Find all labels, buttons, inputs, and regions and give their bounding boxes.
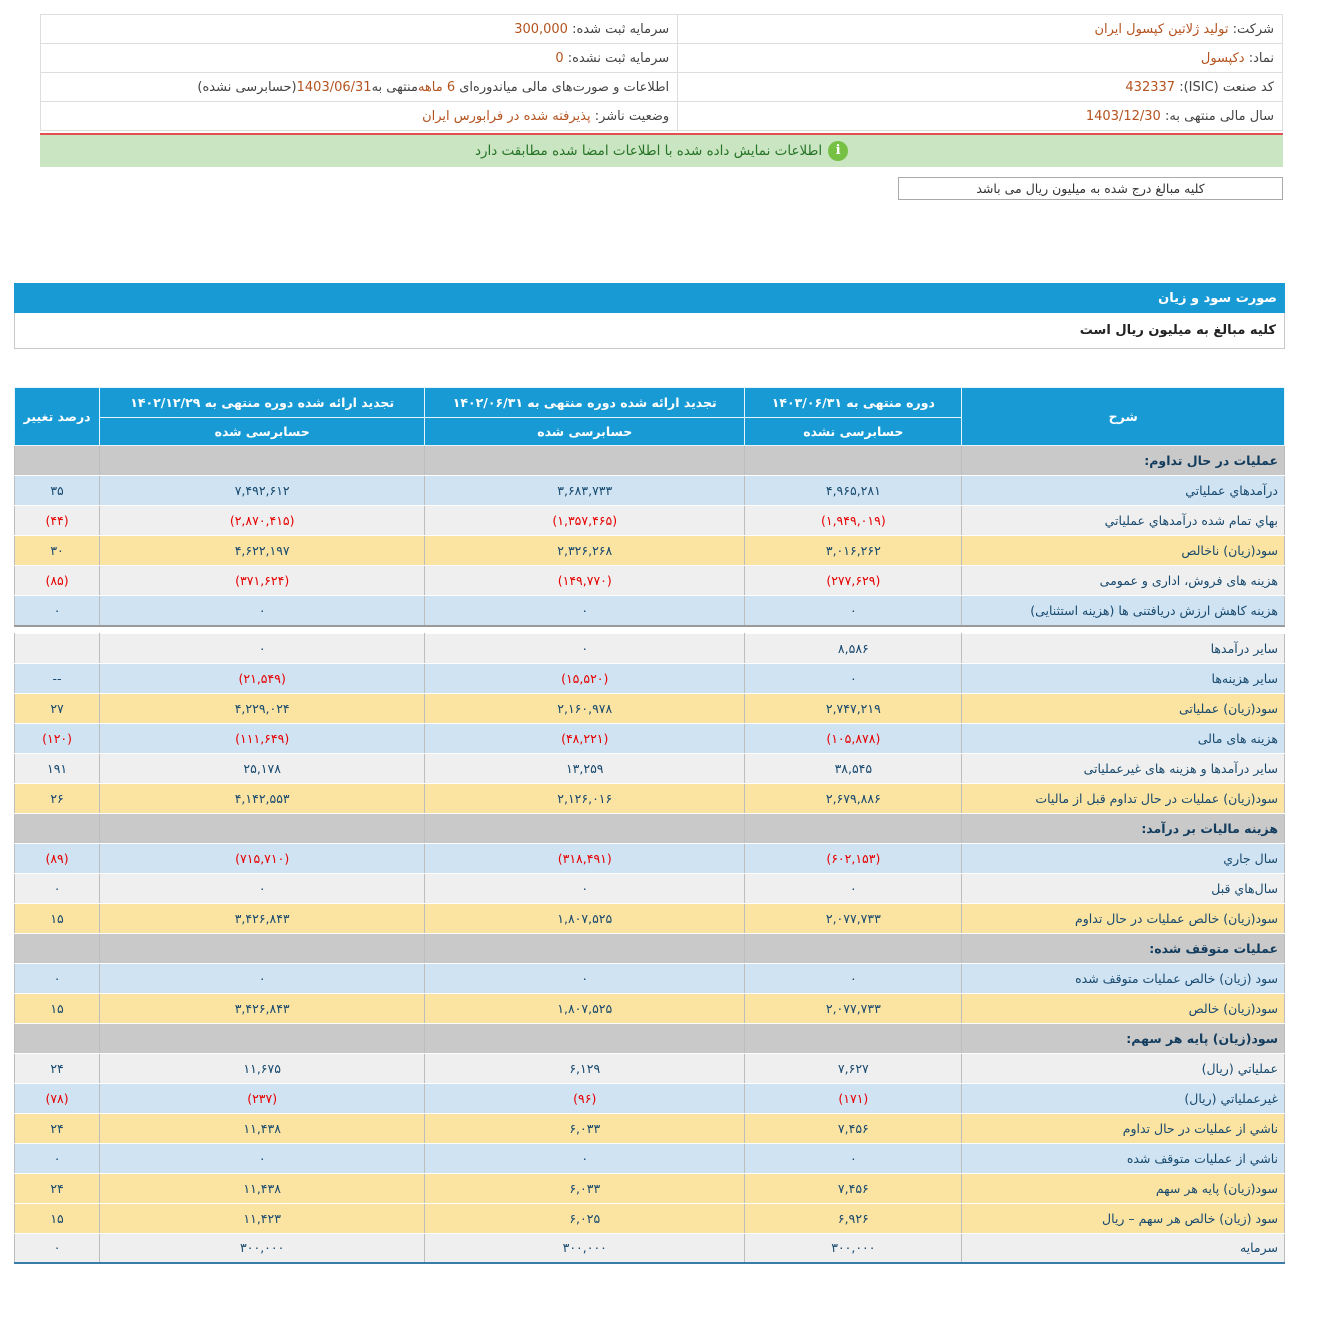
table-row <box>15 1233 1285 1263</box>
value-cell-current: ۷,۶۲۷ <box>745 1053 962 1083</box>
value-cell-restated-mid: ۲,۳۲۶,۲۶۸ <box>425 536 745 566</box>
issuer-status-label: وضعیت ناشر: <box>594 108 670 124</box>
value-cell-current: (۱۷۱) <box>745 1083 962 1113</box>
empty-cell <box>745 446 962 476</box>
empty-cell <box>100 933 425 963</box>
row-label: سود(زيان) عملیات در حال تداوم قبل از مالیات <box>962 783 1285 813</box>
registered-capital-label: سرمایه ثبت شده: <box>572 21 670 37</box>
empty-cell <box>15 446 100 476</box>
section-label: عملیات در حال تداوم: <box>962 446 1285 476</box>
value-cell-percent: ۱۹۱ <box>15 753 100 783</box>
signature-match-banner <box>40 133 1283 167</box>
fiscal-year-cell <box>678 102 1283 131</box>
value-cell-percent: (۷۸) <box>15 1083 100 1113</box>
value-cell-current: ۷,۴۵۶ <box>745 1173 962 1203</box>
statement-section <box>14 283 1285 349</box>
row-label: سود (زيان) خالص هر سهم – ريال <box>962 1203 1285 1233</box>
value-cell-current: ۰ <box>745 663 962 693</box>
info-row <box>41 44 1283 73</box>
report-title-cell <box>41 73 678 102</box>
value-cell-current: ۳۰۰,۰۰۰ <box>745 1233 962 1263</box>
value-cell-current: ۰ <box>745 1143 962 1173</box>
value-cell-restated-year: ۳۰۰,۰۰۰ <box>100 1233 425 1263</box>
value-cell-restated-mid: (۳۱۸,۴۹۱) <box>425 843 745 873</box>
empty-cell <box>425 1023 745 1053</box>
value-cell-restated-mid: ۰ <box>425 596 745 626</box>
value-cell-restated-year: ۴,۱۴۲,۵۵۳ <box>100 783 425 813</box>
row-label: هزینه های مالی <box>962 723 1285 753</box>
value-cell-current: ۲,۰۷۷,۷۳۳ <box>745 993 962 1023</box>
row-label: ناشي از عملیات متوقف شده <box>962 1143 1285 1173</box>
table-row <box>15 476 1285 506</box>
table-row <box>15 1083 1285 1113</box>
value-cell-restated-mid: (۱۵,۵۲۰) <box>425 663 745 693</box>
value-cell-restated-year: ۰ <box>100 596 425 626</box>
registered-capital-cell <box>41 15 678 44</box>
value-cell-current: (۲۷۷,۶۲۹) <box>745 566 962 596</box>
unit-note-box: کلیه مبالغ درج شده به میلیون ریال می باشد <box>898 177 1283 200</box>
empty-cell <box>745 1023 962 1053</box>
value-cell-restated-year: ۱۱,۶۷۵ <box>100 1053 425 1083</box>
value-cell-percent: ۳۵ <box>15 476 100 506</box>
value-cell-current: ۲,۷۴۷,۲۱۹ <box>745 693 962 723</box>
header-period-restated-year: تجدید ارائه شده دوره منتهی به ۱۴۰۲/۱۲/۲۹ <box>100 388 425 418</box>
value-cell-restated-year: ۱۱,۴۲۳ <box>100 1203 425 1233</box>
value-cell-restated-mid: ۶,۱۲۹ <box>425 1053 745 1083</box>
value-cell-current: ۷,۴۵۶ <box>745 1113 962 1143</box>
row-label: ناشي از عملیات در حال تداوم <box>962 1113 1285 1143</box>
table-row <box>15 1113 1285 1143</box>
report-title-part2: ‌منتهی به <box>371 79 418 95</box>
header-audit-restated-year: حسابرسی شده <box>100 418 425 446</box>
value-cell-percent: ۲۴ <box>15 1173 100 1203</box>
row-label: سایر درآمدها <box>962 633 1285 663</box>
value-cell-restated-year: ۱۱,۴۳۸ <box>100 1173 425 1203</box>
table-row <box>15 663 1285 693</box>
value-cell-restated-mid: ۰ <box>425 963 745 993</box>
header-period-current: دوره منتهی به ۱۴۰۳/۰۶/۳۱ <box>745 388 962 418</box>
section-row <box>15 1023 1285 1053</box>
section-label: عملیات متوقف شده: <box>962 933 1285 963</box>
table-row <box>15 536 1285 566</box>
value-cell-current: ۰ <box>745 963 962 993</box>
table-row <box>15 903 1285 933</box>
report-period-length: 6 ماهه <box>417 79 456 95</box>
row-label: هزینه های فروش، اداری و عمومی <box>962 566 1285 596</box>
empty-cell <box>745 933 962 963</box>
fiscal-year-label: سال مالی منتهی به: <box>1164 108 1274 124</box>
row-label: سایر هزینه‌ها <box>962 663 1285 693</box>
value-cell-restated-mid: ۰ <box>425 873 745 903</box>
value-cell-current: ۰ <box>745 596 962 626</box>
value-cell-restated-year: (۳۷۱,۶۲۴) <box>100 566 425 596</box>
table-row <box>15 753 1285 783</box>
empty-cell <box>425 813 745 843</box>
row-label: سال‌هاي قبل <box>962 873 1285 903</box>
empty-cell <box>15 813 100 843</box>
value-cell-restated-year: ۰ <box>100 1143 425 1173</box>
table-row <box>15 633 1285 663</box>
section-label: سود(زيان) پایه هر سهم: <box>962 1023 1285 1053</box>
table-row <box>15 723 1285 753</box>
value-cell-current: ۴,۹۶۵,۲۸۱ <box>745 476 962 506</box>
table-row <box>15 1143 1285 1173</box>
value-cell-restated-mid: ۳۰۰,۰۰۰ <box>425 1233 745 1263</box>
isic-value: 432337 <box>1125 79 1176 95</box>
header-audit-restated-mid: حسابرسی شده <box>425 418 745 446</box>
row-label: هزینه کاهش ارزش دریافتنی ها (هزینه استثنایی) <box>962 596 1285 626</box>
value-cell-percent: -- <box>15 663 100 693</box>
company-info-table <box>40 14 1283 131</box>
company-info-section <box>40 14 1283 131</box>
value-cell-restated-year: ۱۱,۴۳۸ <box>100 1113 425 1143</box>
row-label: سال جاري <box>962 843 1285 873</box>
value-cell-restated-year: (۲۳۷) <box>100 1083 425 1113</box>
value-cell-percent: ۰ <box>15 963 100 993</box>
table-header-row <box>15 388 1285 418</box>
row-label: سود(زيان) عملیاتی <box>962 693 1285 723</box>
empty-cell <box>15 933 100 963</box>
table-row <box>15 596 1285 626</box>
row-label: سرمایه <box>962 1233 1285 1263</box>
unregistered-capital-cell <box>41 44 678 73</box>
income-table-1 <box>14 387 1285 627</box>
table-row <box>15 693 1285 723</box>
value-cell-restated-year: ۰ <box>100 633 425 663</box>
value-cell-percent: (۸۹) <box>15 843 100 873</box>
value-cell-restated-mid: ۲,۱۶۰,۹۷۸ <box>425 693 745 723</box>
info-icon: i <box>828 141 848 161</box>
value-cell-current: ۳۸,۵۴۵ <box>745 753 962 783</box>
value-cell-percent: (۸۵) <box>15 566 100 596</box>
symbol-cell <box>678 44 1283 73</box>
section-row <box>15 446 1285 476</box>
empty-cell <box>100 1023 425 1053</box>
isic-cell <box>678 73 1283 102</box>
section-label: هزینه مالیات بر درآمد: <box>962 813 1285 843</box>
table-row <box>15 1203 1285 1233</box>
table-row <box>15 1053 1285 1083</box>
value-cell-percent <box>15 633 100 663</box>
value-cell-percent: ۰ <box>15 873 100 903</box>
value-cell-restated-mid: ۶,۰۲۵ <box>425 1203 745 1233</box>
value-cell-restated-year: (۱۱۱,۶۴۹) <box>100 723 425 753</box>
value-cell-restated-mid: ۲,۱۲۶,۰۱۶ <box>425 783 745 813</box>
signature-match-text: اطلاعات نمایش داده شده با اطلاعات امضا شده مطابقت دارد <box>474 143 823 159</box>
symbol-label: نماد: <box>1248 50 1274 66</box>
value-cell-current: (۱,۹۴۹,۰۱۹) <box>745 506 962 536</box>
header-audit-current: حسابرسی نشده <box>745 418 962 446</box>
company-value: تولید ژلاتین کپسول ایران <box>1094 21 1229 37</box>
table-row <box>15 506 1285 536</box>
table-row <box>15 993 1285 1023</box>
value-cell-percent: ۱۵ <box>15 1203 100 1233</box>
row-label: غيرعملياتي (ريال) <box>962 1083 1285 1113</box>
value-cell-current: (۶۰۲,۱۵۳) <box>745 843 962 873</box>
empty-cell <box>425 933 745 963</box>
report-period-end: 1403/06/31 <box>296 79 372 95</box>
registered-capital-value: 300,000 <box>514 21 568 37</box>
value-cell-restated-mid: ۳,۶۸۳,۷۳۳ <box>425 476 745 506</box>
value-cell-restated-year: (۷۱۵,۷۱۰) <box>100 843 425 873</box>
company-label: شرکت: <box>1232 21 1274 37</box>
row-label: درآمدهاي عملياتي <box>962 476 1285 506</box>
row-label: سایر درآمدها و هزینه های غیرعملیاتی <box>962 753 1285 783</box>
value-cell-restated-mid: ۱۳,۲۵۹ <box>425 753 745 783</box>
value-cell-percent: ۲۴ <box>15 1053 100 1083</box>
value-cell-current: ۲,۶۷۹,۸۸۶ <box>745 783 962 813</box>
value-cell-current: ۶,۹۲۶ <box>745 1203 962 1233</box>
value-cell-current: ۰ <box>745 873 962 903</box>
info-row <box>41 15 1283 44</box>
empty-cell <box>745 813 962 843</box>
empty-cell <box>100 446 425 476</box>
section-row <box>15 813 1285 843</box>
empty-cell <box>15 1023 100 1053</box>
company-cell <box>678 15 1283 44</box>
unregistered-capital-label: سرمایه ثبت نشده: <box>567 50 670 66</box>
table-row <box>15 843 1285 873</box>
value-cell-restated-mid: (۱,۳۵۷,۴۶۵) <box>425 506 745 536</box>
table-row <box>15 783 1285 813</box>
value-cell-current: ۲,۰۷۷,۷۳۳ <box>745 903 962 933</box>
value-cell-percent: ۲۴ <box>15 1113 100 1143</box>
income-table-2 <box>14 633 1285 1265</box>
value-cell-percent: ۰ <box>15 1233 100 1263</box>
value-cell-restated-year: ۷,۴۹۲,۶۱۲ <box>100 476 425 506</box>
value-cell-percent: ۲۷ <box>15 693 100 723</box>
value-cell-restated-mid: ۱,۸۰۷,۵۲۵ <box>425 903 745 933</box>
table-row <box>15 873 1285 903</box>
empty-cell <box>425 446 745 476</box>
value-cell-restated-mid: (۹۶) <box>425 1083 745 1113</box>
symbol-value: دکپسول <box>1200 50 1245 66</box>
income-table-1-body <box>15 446 1285 626</box>
table-row <box>15 1173 1285 1203</box>
table-row <box>15 963 1285 993</box>
header-period-restated-mid: تجدید ارائه شده دوره منتهی به ۱۴۰۲/۰۶/۳۱ <box>425 388 745 418</box>
report-title-part3: (حسابرسی نشده) <box>197 79 297 95</box>
unregistered-capital-value: 0 <box>555 50 564 66</box>
row-label: سود(زيان) پایه هر سهم <box>962 1173 1285 1203</box>
value-cell-restated-mid: (۴۸,۲۲۱) <box>425 723 745 753</box>
income-table-2-body <box>15 633 1285 1263</box>
income-statement <box>14 387 1285 1264</box>
value-cell-restated-year: ۳,۴۲۶,۸۴۳ <box>100 993 425 1023</box>
value-cell-percent: ۱۵ <box>15 903 100 933</box>
row-label: سود(زيان) ناخالص <box>962 536 1285 566</box>
table-row <box>15 566 1285 596</box>
value-cell-percent: ۰ <box>15 596 100 626</box>
row-label: سود (زيان) خالص عملیات متوقف شده <box>962 963 1285 993</box>
section-row <box>15 933 1285 963</box>
row-label: سود(زيان) خالص <box>962 993 1285 1023</box>
fiscal-year-value: 1403/12/30 <box>1085 108 1161 124</box>
value-cell-restated-year: ۰ <box>100 873 425 903</box>
value-cell-restated-year: ۲۵,۱۷۸ <box>100 753 425 783</box>
value-cell-percent: ۱۵ <box>15 993 100 1023</box>
value-cell-restated-mid: ۰ <box>425 633 745 663</box>
row-label: عملياتي (ريال) <box>962 1053 1285 1083</box>
issuer-status-value: پذیرفته شده در فرابورس ایران <box>422 108 591 124</box>
info-row <box>41 73 1283 102</box>
row-label: سود(زيان) خالص عملیات در حال تداوم <box>962 903 1285 933</box>
value-cell-restated-year: ۴,۲۲۹,۰۲۴ <box>100 693 425 723</box>
value-cell-percent: ۲۶ <box>15 783 100 813</box>
value-cell-restated-year: (۲۱,۵۴۹) <box>100 663 425 693</box>
value-cell-current: (۱۰۵,۸۷۸) <box>745 723 962 753</box>
statement-unit-note: کلیه مبالغ به میلیون ریال است <box>14 313 1285 349</box>
value-cell-current: ۳,۰۱۶,۲۶۲ <box>745 536 962 566</box>
empty-cell <box>100 813 425 843</box>
value-cell-current: ۸,۵۸۶ <box>745 633 962 663</box>
value-cell-restated-year: ۳,۴۲۶,۸۴۳ <box>100 903 425 933</box>
statement-title: صورت سود و زیان <box>14 283 1285 313</box>
row-label: بهاي تمام شده درآمدهاي عملياتي <box>962 506 1285 536</box>
value-cell-restated-mid: (۱۴۹,۷۷۰) <box>425 566 745 596</box>
header-percent-change: درصد تغییر <box>15 388 100 446</box>
info-row <box>41 102 1283 131</box>
header-description: شرح <box>962 388 1285 446</box>
value-cell-restated-mid: ۱,۸۰۷,۵۲۵ <box>425 993 745 1023</box>
isic-label: کد صنعت (ISIC): <box>1179 79 1274 95</box>
value-cell-restated-mid: ۶,۰۳۳ <box>425 1173 745 1203</box>
value-cell-percent: ۳۰ <box>15 536 100 566</box>
value-cell-restated-mid: ۶,۰۳۳ <box>425 1113 745 1143</box>
report-title-part1: اطلاعات و صورت‌های مالی میاندوره‌ای <box>455 79 670 95</box>
value-cell-percent: ۰ <box>15 1143 100 1173</box>
value-cell-percent: (۴۴) <box>15 506 100 536</box>
value-cell-percent: (۱۲۰) <box>15 723 100 753</box>
issuer-status-cell <box>41 102 678 131</box>
value-cell-restated-year: ۰ <box>100 963 425 993</box>
value-cell-restated-mid: ۰ <box>425 1143 745 1173</box>
value-cell-restated-year: (۲,۸۷۰,۴۱۵) <box>100 506 425 536</box>
value-cell-restated-year: ۴,۶۲۲,۱۹۷ <box>100 536 425 566</box>
